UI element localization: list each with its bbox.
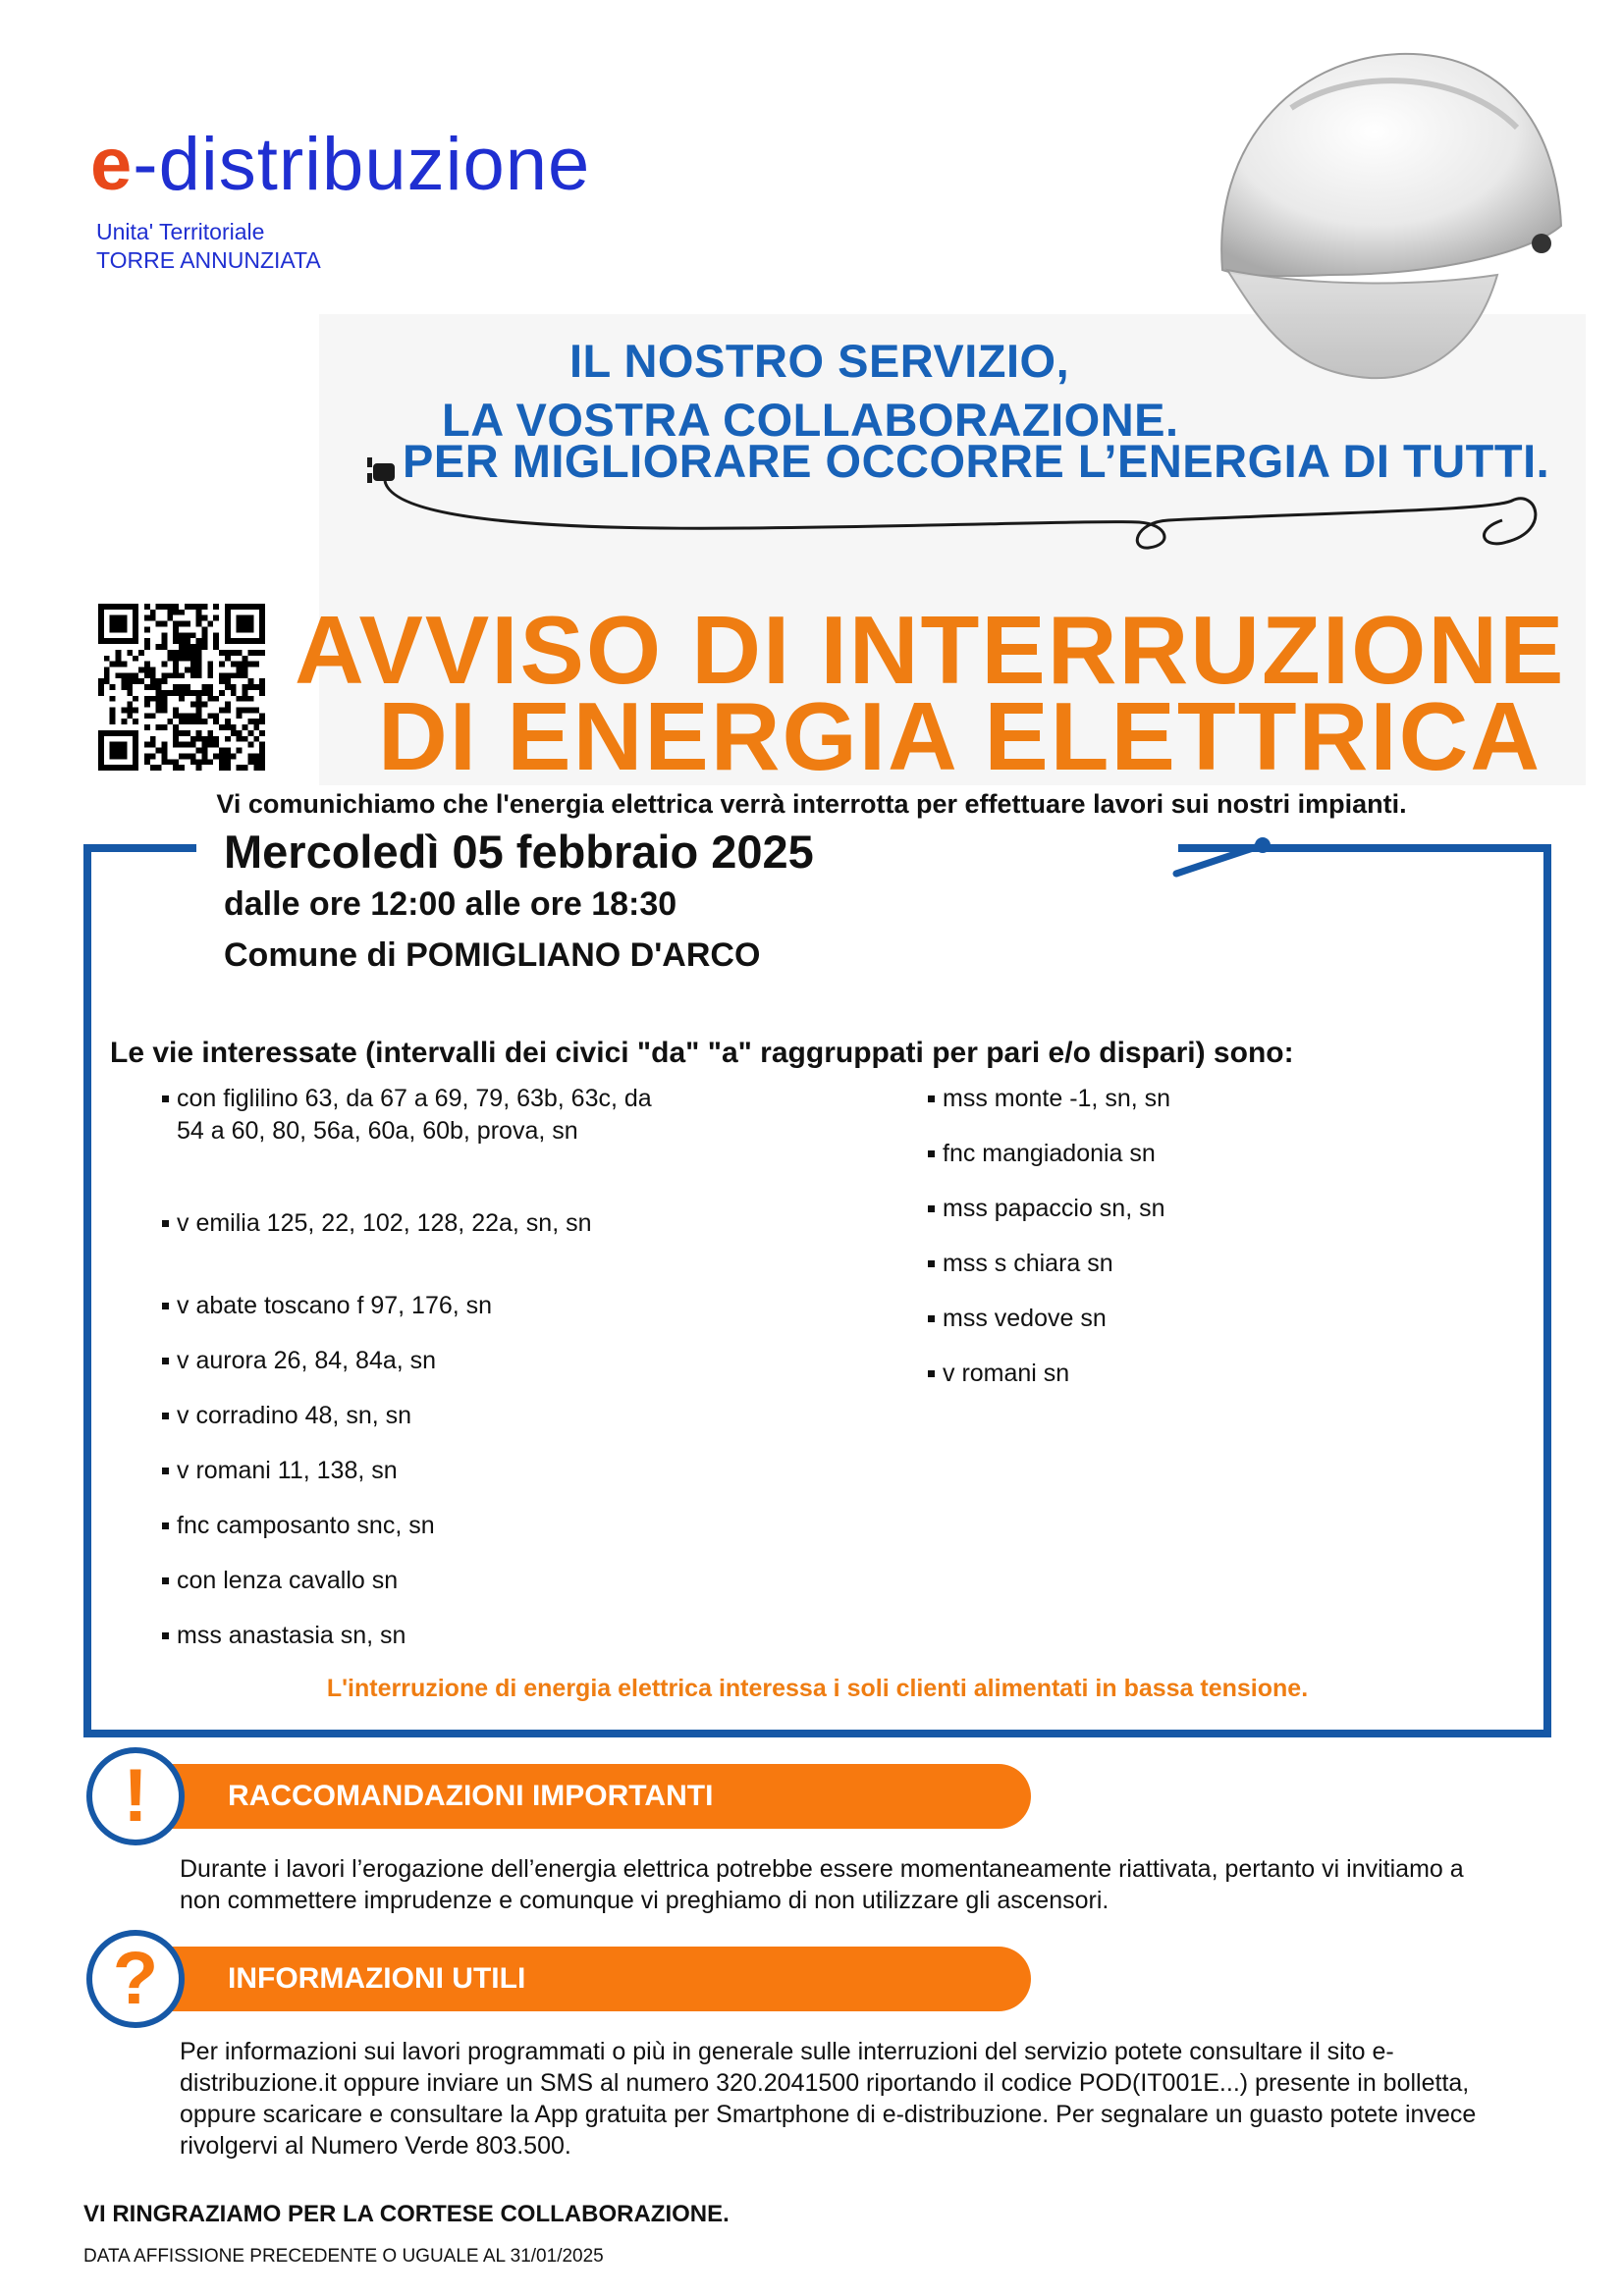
logo-text: -distribuzione	[133, 123, 591, 206]
street-item	[162, 1345, 436, 1377]
bullet-icon	[162, 1358, 169, 1364]
street-item	[928, 1083, 1170, 1115]
exclamation-icon: !	[86, 1747, 185, 1845]
street-text: fnc mangiadonia sn	[943, 1140, 1156, 1167]
streets-heading: Le vie interessate (intervalli dei civici "da" "a" raggruppati per pari e/o dispari) sono:	[110, 1037, 1294, 1069]
bullet-icon	[928, 1095, 935, 1102]
street-item	[162, 1510, 435, 1542]
low-voltage-note: L'interruzione di energia elettrica interessa i soli clienti alimentati in bassa tensione.	[326, 1675, 1309, 1702]
bullet-icon	[162, 1303, 169, 1309]
interruption-date: Mercoledì 05 febbraio 2025	[224, 826, 814, 878]
info-text: Per informazioni sui lavori programmati o più in generale sulle interruzioni del servizio potete consultare il sito e-distribuzione.it oppure inviare un SMS al numero 320.2041500 riportando il codice POD(IT001E...) presente in bolletta, oppure scaricare e consultare la App gratuita per Smartphone di e-distribuzione. Per segnalare un guasto potete invece rivolgervi al Numero Verde 803.500.	[180, 2038, 1477, 2160]
street-item	[162, 1207, 592, 1240]
unit-label: Unita' Territoriale	[96, 219, 265, 244]
bullet-icon	[928, 1315, 935, 1322]
street-text: mss vedove sn	[943, 1305, 1107, 1332]
street-text: 54 a 60, 80, 56a, 60a, 60b, prova, sn	[177, 1117, 578, 1145]
slogan-line-3: PER MIGLIORARE OCCORRE L’ENERGIA DI TUTTI.	[403, 435, 1550, 487]
street-text: mss s chiara sn	[943, 1250, 1113, 1277]
street-item	[162, 1083, 652, 1148]
headline-line-2: DI ENERGIA ELETTRICA	[378, 682, 1542, 790]
bullet-icon	[928, 1260, 935, 1267]
headline-line-1: AVVISO DI INTERRUZIONE	[295, 596, 1566, 704]
street-item	[928, 1193, 1165, 1225]
street-item	[162, 1400, 411, 1432]
interruption-town: Comune di POMIGLIANO D'ARCO	[224, 936, 761, 974]
question-mark-icon: ?	[86, 1930, 185, 2028]
street-text: v aurora 26, 84, 84a, sn	[177, 1347, 437, 1374]
e-distribuzione-logo	[90, 123, 591, 206]
street-text: v corradino 48, sn, sn	[177, 1402, 412, 1429]
bullet-icon	[928, 1370, 935, 1377]
street-text: con figlilino 63, da 67 a 69, 79, 63b, 63c, da	[177, 1085, 652, 1112]
street-item	[162, 1455, 398, 1487]
street-item	[162, 1620, 406, 1652]
street-item	[928, 1303, 1107, 1335]
street-item	[162, 1565, 398, 1597]
bullet-icon	[162, 1413, 169, 1419]
street-text: con lenza cavallo sn	[177, 1567, 399, 1594]
recommendations-title: RACCOMANDAZIONI IMPORTANTI	[228, 1780, 714, 1812]
unit-name: TORRE ANNUNZIATA	[96, 247, 321, 273]
street-item	[928, 1138, 1156, 1170]
street-text: v romani 11, 138, sn	[177, 1457, 398, 1484]
slogan-line-1: IL NOSTRO SERVIZIO,	[569, 335, 1070, 387]
bullet-icon	[162, 1577, 169, 1584]
street-text: fnc camposanto snc, sn	[177, 1512, 435, 1539]
street-item	[162, 1290, 492, 1322]
thanks-text: VI RINGRAZIAMO PER LA CORTESE COLLABORAZIONE.	[83, 2201, 730, 2227]
intro-text: Vi comunichiamo che l'energia elettrica verrà interrotta per effettuare lavori sui nostri impianti.	[216, 789, 1407, 819]
bullet-icon	[162, 1468, 169, 1474]
bullet-icon	[162, 1522, 169, 1529]
street-item	[928, 1358, 1069, 1390]
bullet-icon	[162, 1632, 169, 1639]
bullet-icon	[928, 1205, 935, 1212]
slogan-line-2: LA VOSTRA COLLABORAZIONE.	[442, 394, 1179, 446]
info-title: INFORMAZIONI UTILI	[228, 1962, 526, 1995]
street-text: v romani sn	[943, 1360, 1070, 1387]
street-text: mss papaccio sn, sn	[943, 1195, 1165, 1222]
frame-clip-icon	[1168, 832, 1286, 881]
street-text: mss anastasia sn, sn	[177, 1622, 406, 1649]
interruption-hours: dalle ore 12:00 alle ore 18:30	[224, 885, 677, 923]
recommendations-text: Durante i lavori l’erogazione dell’energia elettrica potrebbe essere momentaneamente riattivata, pertanto vi invitiamo a non commettere imprudenze e comunque vi preghiamo di non utilizzare gli ascensori.	[180, 1855, 1464, 1914]
electric-cord-icon	[353, 452, 1581, 560]
posting-date: DATA AFFISSIONE PRECEDENTE O UGUALE AL 31/01/2025	[83, 2246, 604, 2267]
territorial-unit	[96, 218, 321, 275]
qr-code-icon	[98, 604, 265, 771]
street-text: v emilia 125, 22, 102, 128, 22a, sn, sn	[177, 1209, 592, 1237]
bullet-icon	[162, 1095, 169, 1102]
street-text: mss monte -1, sn, sn	[943, 1085, 1171, 1112]
street-text: v abate toscano f 97, 176, sn	[177, 1292, 493, 1319]
helmet-image	[1203, 29, 1576, 393]
bullet-icon	[162, 1220, 169, 1227]
logo-e: e	[90, 123, 134, 206]
street-item	[928, 1248, 1113, 1280]
bullet-icon	[928, 1150, 935, 1157]
